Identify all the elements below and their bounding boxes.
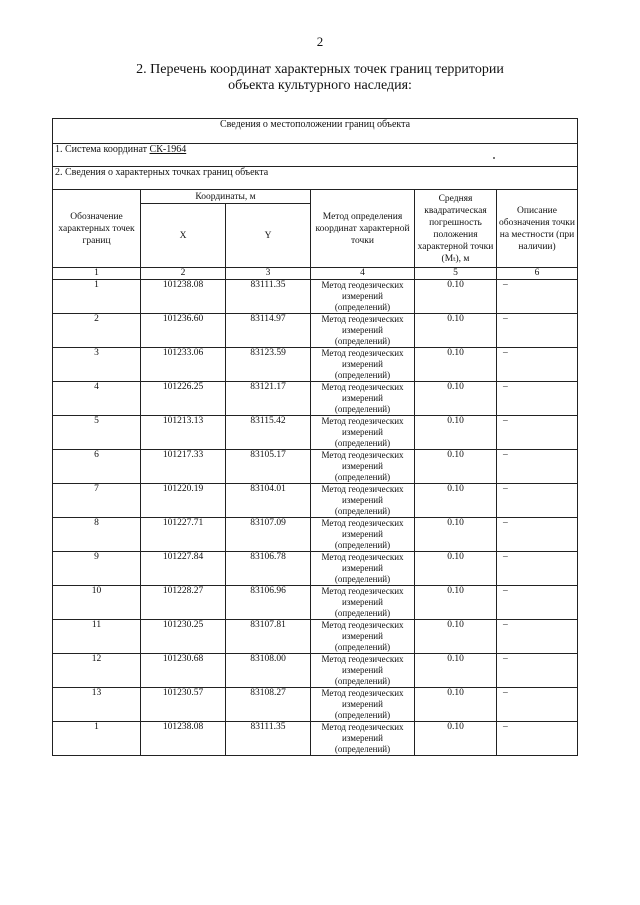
column-number-row xyxy=(53,268,578,280)
method-line-3: (определений) xyxy=(334,642,391,652)
point-number: 9 xyxy=(53,552,141,586)
method-cell xyxy=(311,654,415,688)
system-prefix: 1. Система координат xyxy=(55,144,150,155)
method-line-2: измерений xyxy=(342,529,383,539)
coord-x: 101230.57 xyxy=(141,688,226,722)
point-number: 8 xyxy=(53,518,141,552)
method-line-2: измерений xyxy=(342,393,383,403)
error-value: 0.10 xyxy=(415,314,497,348)
coord-y: 83123.59 xyxy=(226,348,311,382)
method-line-1: Метод геодезических xyxy=(321,416,404,426)
error-value: 0.10 xyxy=(415,484,497,518)
method-line-3: (определений) xyxy=(334,710,391,720)
method-cell xyxy=(311,620,415,654)
table-row xyxy=(53,382,578,416)
table-row xyxy=(53,484,578,518)
point-number: 6 xyxy=(53,450,141,484)
table-row xyxy=(53,348,578,382)
description-value: – xyxy=(497,484,578,518)
method-line-3: (определений) xyxy=(334,302,391,312)
document-title xyxy=(60,62,580,94)
method-cell xyxy=(311,586,415,620)
point-number: 12 xyxy=(53,654,141,688)
column-header-row xyxy=(53,190,578,204)
coord-x: 101230.68 xyxy=(141,654,226,688)
col-number: 1 xyxy=(53,268,141,280)
table-row xyxy=(53,586,578,620)
table-row xyxy=(53,416,578,450)
col-number: 2 xyxy=(141,268,226,280)
table-row xyxy=(53,450,578,484)
system-row xyxy=(53,144,578,167)
point-number: 10 xyxy=(53,586,141,620)
coord-y: 83107.09 xyxy=(226,518,311,552)
col-x-header: X xyxy=(141,204,226,268)
coord-x: 101238.08 xyxy=(141,722,226,756)
method-cell xyxy=(311,314,415,348)
method-line-3: (определений) xyxy=(334,472,391,482)
coord-y: 83108.00 xyxy=(226,654,311,688)
error-value: 0.10 xyxy=(415,518,497,552)
title-line-2: объекта культурного наследия: xyxy=(228,78,412,93)
coord-x: 101217.33 xyxy=(141,450,226,484)
method-line-1: Метод геодезических xyxy=(321,450,404,460)
col-error-header: Средняя квадратическая погрешность положения характерной точки (Мₜ), м xyxy=(415,190,497,268)
col-number: 4 xyxy=(311,268,415,280)
coord-x: 101227.84 xyxy=(141,552,226,586)
coord-y: 83111.35 xyxy=(226,280,311,314)
description-value: – xyxy=(497,280,578,314)
method-cell xyxy=(311,722,415,756)
section-row xyxy=(53,167,578,190)
col-designation-header: Обозначение характерных точек границ xyxy=(53,190,141,268)
method-line-1: Метод геодезических xyxy=(321,484,404,494)
method-line-2: измерений xyxy=(342,325,383,335)
method-line-3: (определений) xyxy=(334,608,391,618)
method-line-1: Метод геодезических xyxy=(321,382,404,392)
coord-y: 83106.78 xyxy=(226,552,311,586)
method-line-2: измерений xyxy=(342,699,383,709)
coord-y: 83106.96 xyxy=(226,586,311,620)
method-line-1: Метод геодезических xyxy=(321,654,404,664)
method-line-1: Метод геодезических xyxy=(321,620,404,630)
description-value: – xyxy=(497,314,578,348)
method-line-2: измерений xyxy=(342,563,383,573)
coord-y: 83107.81 xyxy=(226,620,311,654)
table-row xyxy=(53,552,578,586)
point-number: 4 xyxy=(53,382,141,416)
method-line-1: Метод геодезических xyxy=(321,518,404,528)
col-number: 3 xyxy=(226,268,311,280)
method-line-2: измерений xyxy=(342,597,383,607)
error-value: 0.10 xyxy=(415,382,497,416)
method-cell xyxy=(311,280,415,314)
title-line-1: 2. Перечень координат характерных точек границ территории xyxy=(136,62,504,77)
method-line-1: Метод геодезических xyxy=(321,552,404,562)
method-line-3: (определений) xyxy=(334,370,391,380)
coord-x: 101227.71 xyxy=(141,518,226,552)
method-line-1: Метод геодезических xyxy=(321,688,404,698)
method-line-1: Метод геодезических xyxy=(321,722,404,732)
coord-y: 83104.01 xyxy=(226,484,311,518)
method-line-1: Метод геодезических xyxy=(321,586,404,596)
coord-x: 101233.06 xyxy=(141,348,226,382)
method-cell xyxy=(311,450,415,484)
method-line-3: (определений) xyxy=(334,438,391,448)
error-value: 0.10 xyxy=(415,552,497,586)
method-line-2: измерений xyxy=(342,291,383,301)
error-value: 0.10 xyxy=(415,688,497,722)
coordinates-table xyxy=(52,118,578,756)
method-line-3: (определений) xyxy=(334,540,391,550)
error-value: 0.10 xyxy=(415,450,497,484)
table-row xyxy=(53,654,578,688)
method-cell xyxy=(311,416,415,450)
table-row xyxy=(53,314,578,348)
point-number: 3 xyxy=(53,348,141,382)
method-line-2: измерений xyxy=(342,359,383,369)
table-header-row xyxy=(53,119,578,144)
point-number: 1 xyxy=(53,722,141,756)
col-number: 5 xyxy=(415,268,497,280)
page-number: 2 xyxy=(316,34,324,49)
col-number: 6 xyxy=(497,268,578,280)
method-line-2: измерений xyxy=(342,733,383,743)
error-value: 0.10 xyxy=(415,280,497,314)
point-number: 5 xyxy=(53,416,141,450)
table-row xyxy=(53,518,578,552)
description-value: – xyxy=(497,552,578,586)
description-value: – xyxy=(497,416,578,450)
system-name: СК-1964 xyxy=(149,144,187,155)
description-value: – xyxy=(497,382,578,416)
method-cell xyxy=(311,484,415,518)
point-number: 13 xyxy=(53,688,141,722)
error-value: 0.10 xyxy=(415,416,497,450)
method-line-3: (определений) xyxy=(334,744,391,754)
description-value: – xyxy=(497,518,578,552)
coord-x: 101220.19 xyxy=(141,484,226,518)
method-line-2: измерений xyxy=(342,631,383,641)
coordinate-system xyxy=(53,144,578,167)
description-value: – xyxy=(497,620,578,654)
method-line-1: Метод геодезических xyxy=(321,348,404,358)
method-cell xyxy=(311,518,415,552)
method-line-1: Метод геодезических xyxy=(321,314,404,324)
method-line-2: измерений xyxy=(342,495,383,505)
method-line-1: Метод геодезических xyxy=(321,280,404,290)
method-line-3: (определений) xyxy=(334,404,391,414)
point-number: 1 xyxy=(53,280,141,314)
method-cell xyxy=(311,382,415,416)
coord-x: 101236.60 xyxy=(141,314,226,348)
method-cell xyxy=(311,552,415,586)
coord-x: 101230.25 xyxy=(141,620,226,654)
error-value: 0.10 xyxy=(415,348,497,382)
error-value: 0.10 xyxy=(415,586,497,620)
point-number: 2 xyxy=(53,314,141,348)
method-cell xyxy=(311,348,415,382)
coord-x: 101226.25 xyxy=(141,382,226,416)
description-value: – xyxy=(497,450,578,484)
coord-y: 83111.35 xyxy=(226,722,311,756)
coord-y: 83121.17 xyxy=(226,382,311,416)
method-line-3: (определений) xyxy=(334,336,391,346)
description-value: – xyxy=(497,688,578,722)
description-value: – xyxy=(497,586,578,620)
table-row xyxy=(53,620,578,654)
method-line-2: измерений xyxy=(342,461,383,471)
method-line-2: измерений xyxy=(342,665,383,675)
col-method-header: Метод определения координат характерной точки xyxy=(311,190,415,268)
table-row xyxy=(53,688,578,722)
method-line-3: (определений) xyxy=(334,574,391,584)
method-line-3: (определений) xyxy=(334,676,391,686)
table-header: Сведения о местоположении границ объекта xyxy=(53,119,578,144)
coord-y: 83105.17 xyxy=(226,450,311,484)
description-value: – xyxy=(497,654,578,688)
coord-x: 101238.08 xyxy=(141,280,226,314)
method-cell xyxy=(311,688,415,722)
point-number: 7 xyxy=(53,484,141,518)
error-value: 0.10 xyxy=(415,722,497,756)
table-row xyxy=(53,722,578,756)
col-coords-header: Координаты, м xyxy=(141,190,311,204)
coord-x: 101213.13 xyxy=(141,416,226,450)
col-desc-header: Описание обозначения точки на местности (при наличии) xyxy=(497,190,578,268)
error-value: 0.10 xyxy=(415,654,497,688)
method-line-3: (определений) xyxy=(334,506,391,516)
coord-y: 83114.97 xyxy=(226,314,311,348)
description-value: – xyxy=(497,722,578,756)
point-number: 11 xyxy=(53,620,141,654)
coord-y: 83115.42 xyxy=(226,416,311,450)
section-title: 2. Сведения о характерных точках границ объекта xyxy=(53,167,578,190)
method-line-2: измерений xyxy=(342,427,383,437)
coord-y: 83108.27 xyxy=(226,688,311,722)
description-value: – xyxy=(497,348,578,382)
table-body xyxy=(53,280,578,756)
coord-x: 101228.27 xyxy=(141,586,226,620)
error-value: 0.10 xyxy=(415,620,497,654)
table-row xyxy=(53,280,578,314)
col-y-header: Y xyxy=(226,204,311,268)
